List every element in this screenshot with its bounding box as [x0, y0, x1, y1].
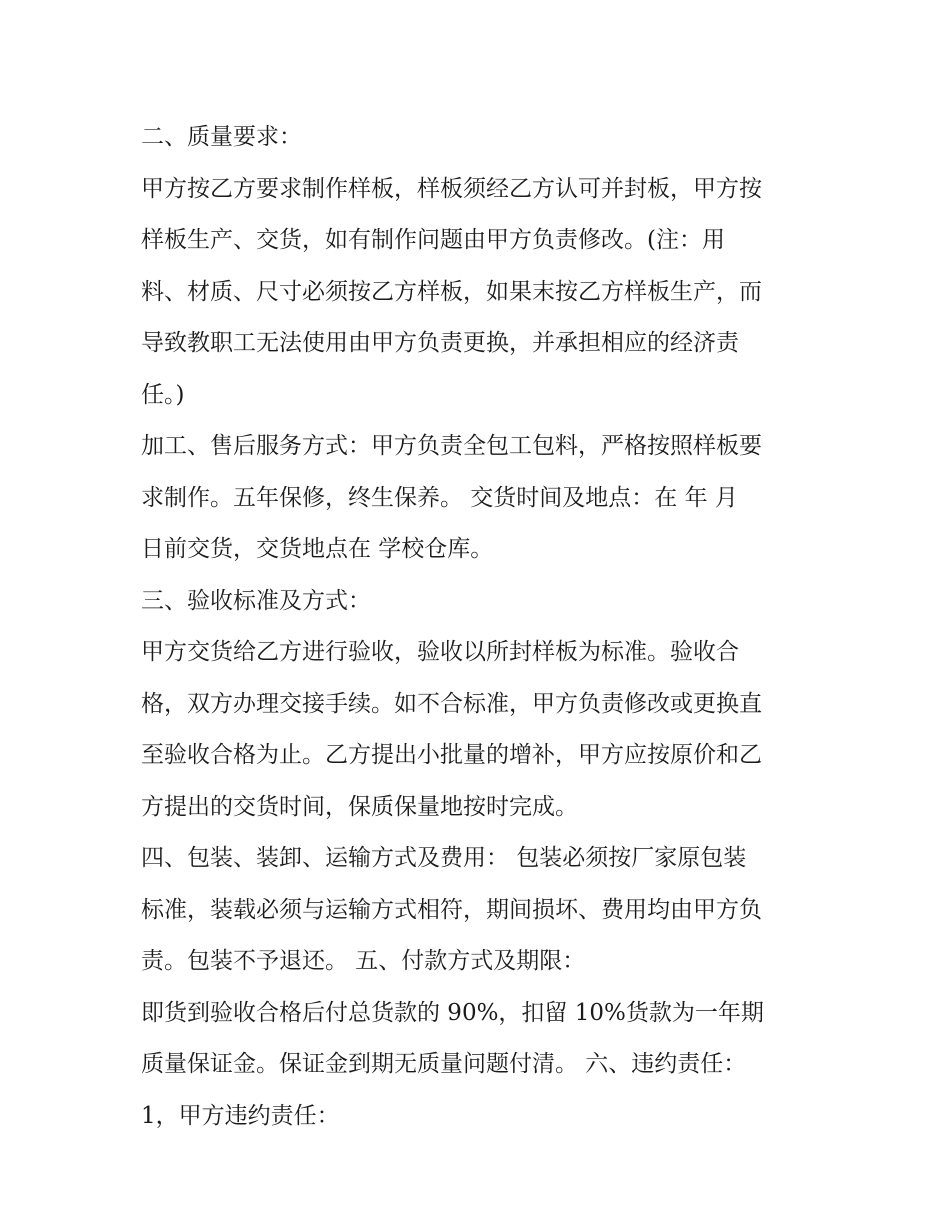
- text-line: 责。包装不予退还。 五、付款方式及期限：: [141, 948, 586, 974]
- text-line: 方提出的交货时间，保质保量地按时完成。: [141, 793, 578, 820]
- text-line: 样板生产、交货，如有制作问题由甲方负责修改。(注：用: [141, 227, 725, 253]
- text-line: 即货到验收合格后付总货款的 90%，扣留 10%货款为一年期: [141, 999, 764, 1026]
- text-line: 至验收合格为止。乙方提出小批量的增补，甲方应按原价和乙: [141, 742, 762, 768]
- text-line: 甲方按乙方要求制作样板，样板须经乙方认可并封板，甲方按: [141, 175, 762, 202]
- text-line: 1，甲方违约责任：: [141, 1102, 340, 1129]
- contract-text: [141, 112, 831, 1142]
- text-line: 任。): [141, 381, 185, 408]
- section-heading-quality: 二、质量要求：: [141, 124, 302, 150]
- text-line: 日前交货，交货地点在 学校仓库。: [141, 536, 494, 562]
- text-line: 标准，装载必须与运输方式相符，期间损坏、费用均由甲方负: [141, 896, 762, 923]
- text-line: 质量保证金。保证金到期无质量问题付清。 六、违约责任：: [141, 1051, 747, 1077]
- text-line: 甲方交货给乙方进行验收，验收以所封样板为标准。验收合: [141, 639, 739, 665]
- section-heading-acceptance: 三、验收标准及方式：: [141, 587, 371, 614]
- text-line: 格，双方办理交接手续。如不合标准，甲方负责修改或更换直: [141, 690, 762, 717]
- text-line: 加工、售后服务方式：甲方负责全包工包料，严格按照样板要: [141, 433, 762, 459]
- text-line: 料、材质、尺寸必须按乙方样板，如果末按乙方样板生产，而: [141, 278, 762, 305]
- text-line: 导致教职工无法使用由甲方负责更换，并承担相应的经济责: [141, 330, 739, 356]
- text-line: 求制作。五年保修，终生保养。 交货时间及地点：在 年 月: [141, 484, 738, 511]
- section-heading-packaging: 四、包装、装卸、运输方式及费用： 包装必须按厂家原包装: [141, 845, 747, 871]
